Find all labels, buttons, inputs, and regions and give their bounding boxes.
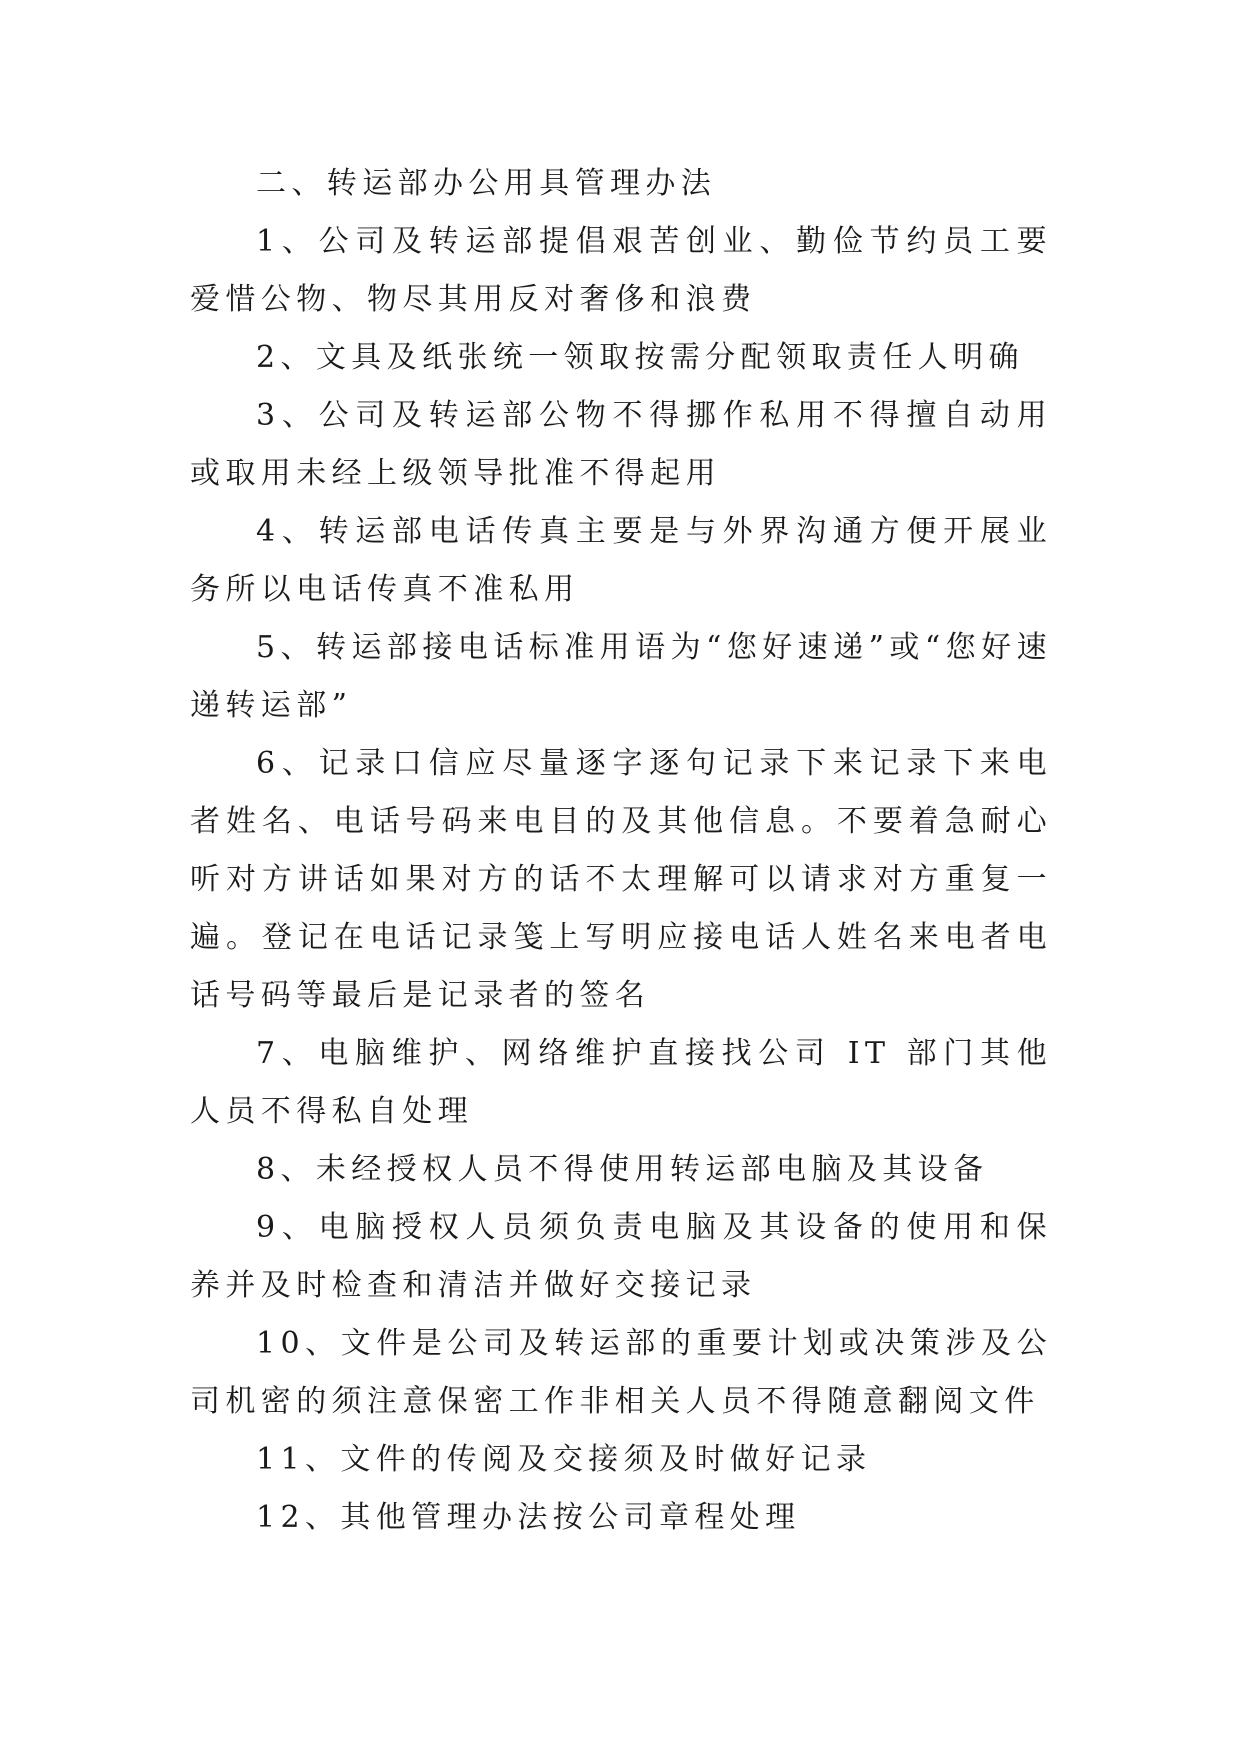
paragraph-item-2: 2、文具及纸张统一领取按需分配领取责任人明确 [256, 340, 1024, 375]
document-body [190, 155, 1052, 1547]
section-heading: 二、转运部办公用具管理办法 [256, 166, 717, 201]
paragraph-item-11: 11、文件的传阅及交接须及时做好记录 [256, 1442, 872, 1477]
paragraph-item-10: 10、文件是公司及转运部的重要计划或决策涉及公司机密的须注意保密工作非相关人员不得随意翻阅文件 [190, 1326, 1052, 1419]
paragraph-item-7: 7、电脑维护、网络维护直接找公司 IT 部门其他人员不得私自处理 [190, 1036, 1052, 1129]
paragraph-item-1: 1、公司及转运部提倡艰苦创业、勤俭节约员工要爱惜公物、物尽其用反对奢侈和浪费 [190, 224, 1052, 317]
paragraph-item-6: 6、记录口信应尽量逐字逐句记录下来记录下来电者姓名、电话号码来电目的及其他信息。不要着急耐心听对方讲话如果对方的话不太理解可以请求对方重复一遍。登记在电话记录笺上写明应接电话人姓名来电者电话号码等最后是记录者的签名 [190, 746, 1052, 1013]
paragraph-item-9: 9、电脑授权人员须负责电脑及其设备的使用和保养并及时检查和清洁并做好交接记录 [190, 1210, 1052, 1303]
paragraph-item-12: 12、其他管理办法按公司章程处理 [256, 1500, 801, 1535]
paragraph-item-4: 4、转运部电话传真主要是与外界沟通方便开展业务所以电话传真不准私用 [190, 514, 1052, 607]
paragraph-item-5: 5、转运部接电话标准用语为“您好速递”或“您好速递转运部” [190, 630, 1052, 723]
paragraph-item-8: 8、未经授权人员不得使用转运部电脑及其设备 [256, 1152, 989, 1187]
paragraph-item-3: 3、公司及转运部公物不得挪作私用不得擅自动用或取用未经上级领导批准不得起用 [190, 398, 1052, 491]
